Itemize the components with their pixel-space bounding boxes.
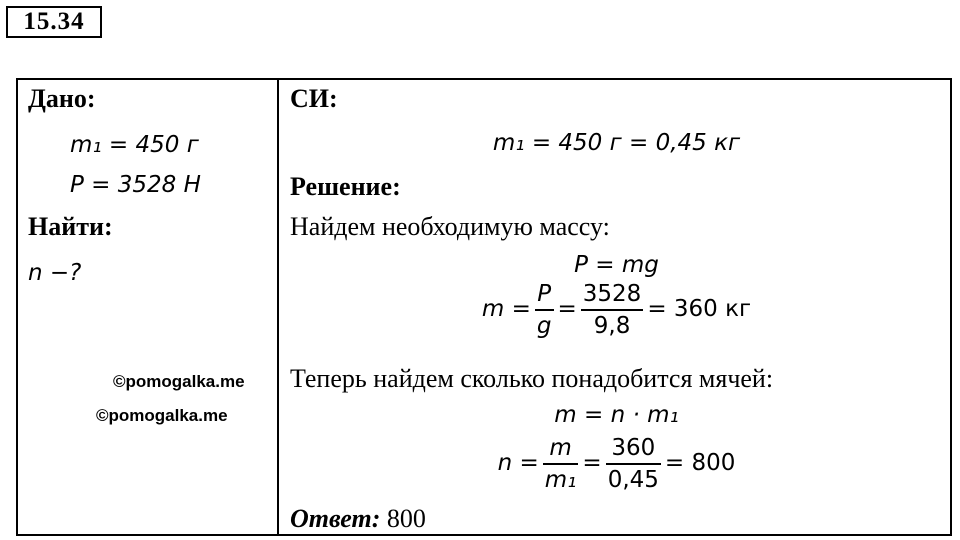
given-mass: m₁ = 450 г xyxy=(70,132,199,158)
formula-mass-result: = 360 кг xyxy=(647,296,752,322)
given-heading: Дано: xyxy=(28,84,96,113)
fraction-numerator: 360 xyxy=(606,433,661,465)
formula-mass-left: m = xyxy=(481,296,531,322)
solution-table xyxy=(16,78,952,536)
find-heading: Найти: xyxy=(28,212,113,241)
equals-sign: = xyxy=(557,296,577,322)
fraction-m-over-m1 xyxy=(543,433,579,495)
fraction-denominator: 0,45 xyxy=(607,466,659,493)
watermark: ©pomogalka.me xyxy=(96,406,228,425)
formula-mass xyxy=(279,276,954,342)
step2-text: Теперь найдем сколько понадобится мячей: xyxy=(290,364,774,393)
fraction-numerator: m xyxy=(543,433,579,465)
formula-n-left: n = xyxy=(497,450,539,476)
formula-count: m = n · m₁ xyxy=(554,402,679,428)
formula-n-result: = 800 xyxy=(664,450,736,476)
problem-number: 15.34 xyxy=(6,6,102,38)
solution-heading: Решение: xyxy=(290,172,401,201)
given-weight: P = 3528 Н xyxy=(70,172,201,198)
find-line: n −? xyxy=(28,260,82,286)
step1-text: Найдем необходимую массу: xyxy=(290,212,610,241)
formula-n xyxy=(279,430,954,496)
si-conversion: m₁ = 450 г = 0,45 кг xyxy=(492,130,741,156)
fraction-numerator: 3528 xyxy=(581,279,644,311)
formula-weight: P = mg xyxy=(574,252,659,278)
fraction-p-over-g xyxy=(535,279,554,341)
fraction-numeric xyxy=(606,433,661,495)
fraction-denominator: g xyxy=(536,312,552,339)
fraction-numerator: P xyxy=(535,279,554,311)
equals-sign: = xyxy=(582,450,602,476)
answer-line xyxy=(290,504,426,534)
answer-label: Ответ: xyxy=(290,504,381,533)
fraction-numeric xyxy=(581,279,644,341)
si-heading: СИ: xyxy=(290,84,338,113)
fraction-denominator: 9,8 xyxy=(593,312,631,339)
answer-value: 800 xyxy=(386,504,426,533)
watermark: ©pomogalka.me xyxy=(113,372,245,391)
fraction-denominator: m₁ xyxy=(544,466,577,493)
